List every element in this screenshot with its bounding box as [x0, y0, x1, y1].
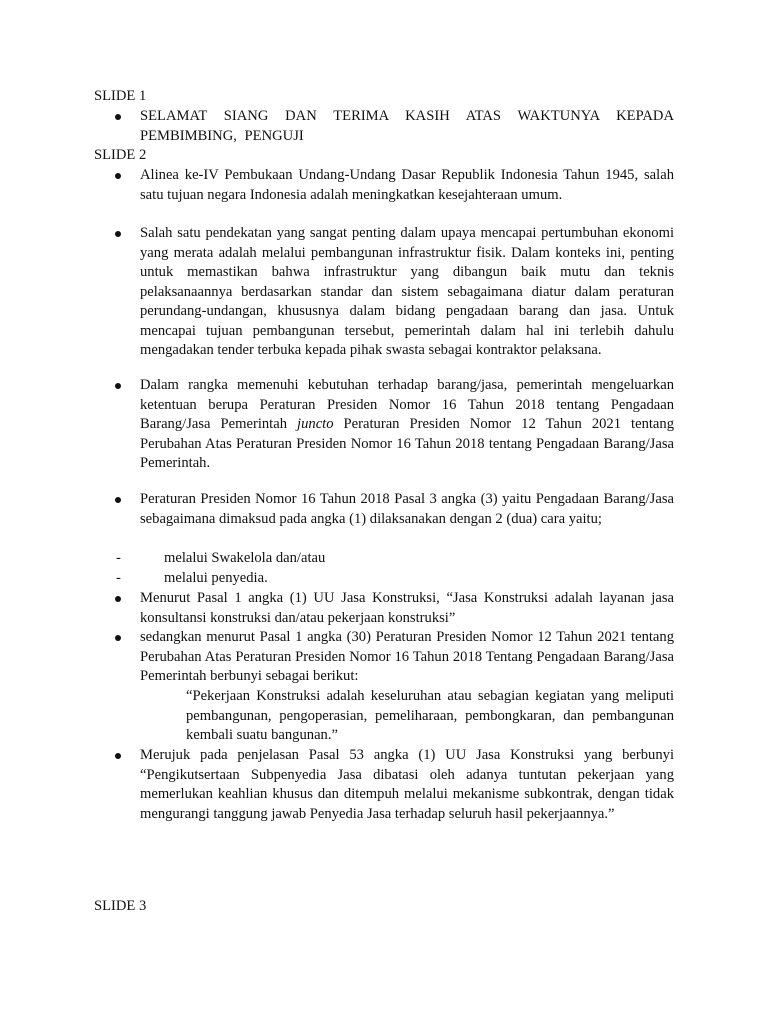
- slide3-heading: SLIDE 3: [94, 898, 147, 914]
- dash-marker: -: [116, 570, 121, 586]
- dash-marker: -: [116, 550, 121, 566]
- item3-text-pre: Dalam rangka memenuhi kebutuhan terhadap barang/jasa, pemerintah mengeluarkan ketentuan berupa Peraturan Presiden Nomor 16 Tahun 2018 tentang Pengadaan Barang/Jasa Pemerintah: [140, 377, 674, 432]
- slide2-item-pasal1: sedangkan menurut Pasal 1 angka (30) Peraturan Presiden Nomor 12 Tahun 2021 tentang Perubahan Atas Peraturan Presiden Nomor 16 Tahun 2018 Tentang Pengadaan Barang/Jasa Pemerintah berbunyi sebagai berikut:: [140, 629, 674, 684]
- item3-text-italic: juncto: [297, 416, 334, 432]
- sub-item-swakelola: melalui Swakelola dan/atau: [164, 550, 326, 566]
- bullet-icon: [115, 635, 121, 641]
- sub-item-penyedia: melalui penyedia.: [164, 570, 268, 586]
- slide1-heading: SLIDE 1: [94, 88, 147, 104]
- slide2-item-alinea: Alinea ke-IV Pembukaan Undang-Undang Dasar Republik Indonesia Tahun 1945, salah satu tujuan negara Indonesia adalah meningkatkan kesejahteraan umum.: [140, 167, 674, 203]
- bullet-icon: [115, 114, 121, 120]
- bullet-icon: [115, 497, 121, 503]
- slide1-item-greeting: SELAMAT SIANG DAN TERIMA KASIH ATAS WAKTUNYA KEPADA PEMBIMBING, PENGUJI: [140, 108, 674, 144]
- slide2-item-pasal53: Merujuk pada penjelasan Pasal 53 angka (1) UU Jasa Konstruksi yang berbunyi “Pengikutsertaan Subpenyedia Jasa dibatasi oleh adanya tuntutan pekerjaan yang memerlukan keahlian khusus dan ditempuh melalui mekanisme subkontrak, dengan tidak mengurangi tanggung jawab Penyedia Jasa terhadap seluruh hasil pekerjaannya.”: [140, 747, 674, 822]
- bullet-icon: [115, 753, 121, 759]
- bullet-icon: [115, 383, 121, 389]
- slide2-item-perpres: [140, 376, 674, 474]
- item3-text-post: Peraturan Presiden Nomor 12 Tahun 2021 tentang Perubahan Atas Peraturan Presiden Nomor 16 Tahun 2018 tentang Pengadaan Barang/Jasa Pemerintah.: [140, 416, 674, 471]
- quote-pekerjaan-konstruksi: “Pekerjaan Konstruksi adalah keseluruhan atau sebagian kegiatan yang meliputi pembangunan, pengoperasian, pemeliharaan, pembongkaran, dan pembangunan kembali suatu bangunan.”: [186, 688, 674, 743]
- bullet-icon: [115, 173, 121, 179]
- slide2-item-infrastruktur: Salah satu pendekatan yang sangat penting dalam upaya mencapai pertumbuhan ekonomi yang merata adalah melalui pembangunan infrastruktur fisik. Dalam konteks ini, penting untuk memastikan bahwa infrastruktur yang dibangun baik mutu dan teknis pelaksanaannya berdasarkan standar dan sistem sebagaimana diatur dalam peraturan perundang-undangan, khususnya dalam bidang pengadaan barang dan jasa. Untuk mencapai tujuan pembangunan tersebut, pemerintah dalam hal ini terlebih dahulu mengadakan tender terbuka kepada pihak swasta sebagai kontraktor pelaksana.: [140, 225, 674, 358]
- bullet-icon: [115, 231, 121, 237]
- slide2-heading: SLIDE 2: [94, 147, 147, 163]
- slide2-item-pasal3: Peraturan Presiden Nomor 16 Tahun 2018 Pasal 3 angka (3) yaitu Pengadaan Barang/Jasa sebagaimana dimaksud pada angka (1) dilaksanakan dengan 2 (dua) cara yaitu;: [140, 491, 674, 527]
- bullet-icon: [115, 596, 121, 602]
- slide2-item-uu-jasa: Menurut Pasal 1 angka (1) UU Jasa Konstruksi, “Jasa Konstruksi adalah layanan jasa konsultansi konstruksi dan/atau pekerjaan konstruksi”: [140, 590, 674, 626]
